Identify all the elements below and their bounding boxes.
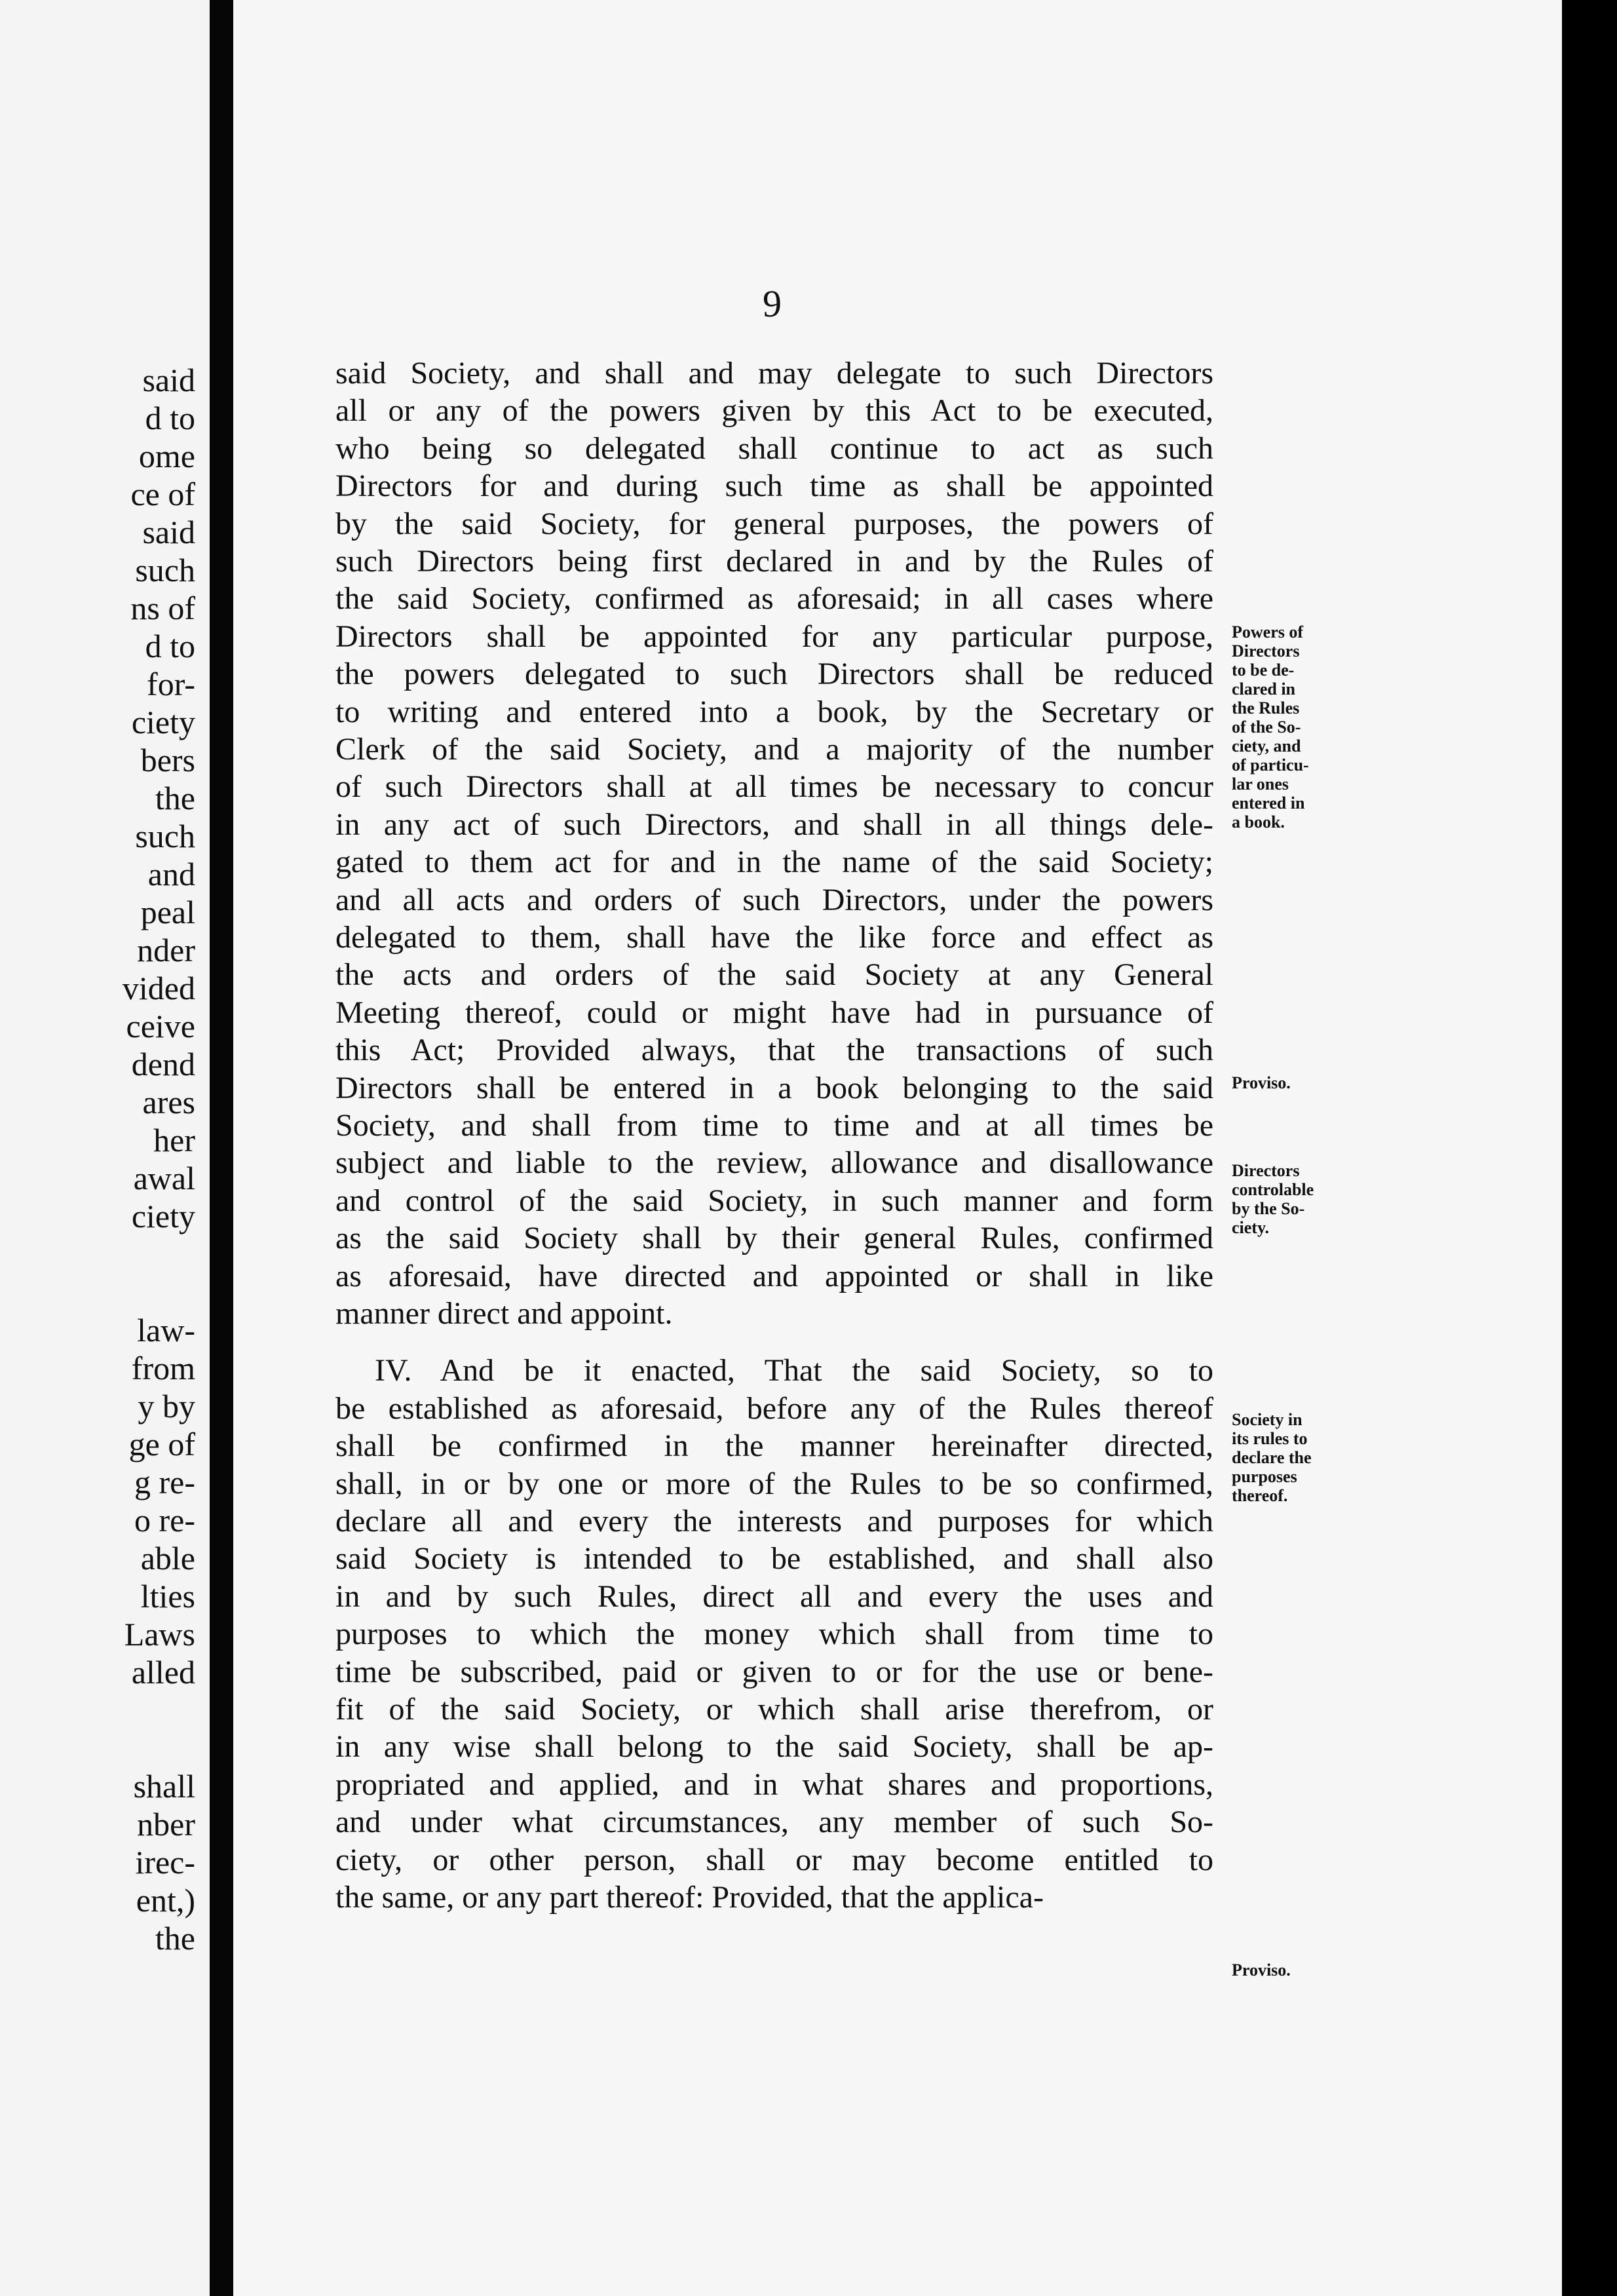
text-line: the acts and orders of the said Society at any General (335, 957, 1213, 993)
sidenote-line: its rules to (1232, 1429, 1308, 1448)
left-page-fragment (0, 0, 210, 2296)
book-gutter (210, 0, 233, 2296)
text-line: time be subscribed, paid or given to or for the use or bene- (335, 1654, 1213, 1689)
text-line: the said Society, confirmed as aforesaid; in all cases where (335, 581, 1213, 617)
text-line: to writing and entered into a book, by the Secretary or (335, 694, 1213, 729)
left-page-text-fragment: and (147, 856, 195, 892)
sidenote-line: Directors (1232, 1161, 1300, 1180)
left-page-text-fragment: vided (122, 970, 195, 1006)
left-page-text-fragment: alled (131, 1654, 195, 1691)
sidenote-line: to be de- (1232, 660, 1295, 679)
text-line: shall be confirmed in the manner hereinafter directed, (335, 1428, 1213, 1464)
text-line: Society, and shall from time to time and at all times be (335, 1108, 1213, 1143)
text-line: subject and liable to the review, allowance and disallowance (335, 1145, 1213, 1181)
sidenote-proviso-2 (1232, 1961, 1356, 1980)
sidenote-line: clared in (1232, 679, 1296, 698)
left-page-text-fragment: able (140, 1540, 195, 1577)
text-line: in any wise shall belong to the said Society, shall be ap- (335, 1729, 1213, 1765)
text-line: Directors shall be appointed for any particular purpose, (335, 619, 1213, 654)
sidenote-line: ciety. (1232, 1218, 1270, 1237)
text-line: declare all and every the interests and purposes for which (335, 1504, 1213, 1539)
sidenote-line: lar ones (1232, 775, 1289, 794)
left-page-text-fragment: ceive (126, 1008, 195, 1044)
text-line: Clerk of the said Society, and a majority of the number (335, 732, 1213, 767)
text-line: Directors shall be entered in a book belonging to the said (335, 1070, 1213, 1105)
sidenote-line: declare the (1232, 1448, 1312, 1467)
text-line: as the said Society shall by their general Rules, confirmed (335, 1221, 1213, 1256)
text-line: be established as aforesaid, before any of the Rules thereof (335, 1390, 1213, 1426)
sidenote-line: the Rules (1232, 698, 1300, 718)
left-page-text-fragment: awal (133, 1160, 195, 1196)
left-page-text-fragment: nber (137, 1806, 195, 1843)
text-line: and control of the said Society, in such manner and form (335, 1183, 1213, 1218)
text-line: said Society, and shall and may delegate to such Directors (335, 356, 1213, 391)
text-line: shall, in or by one or more of the Rules to be so confirmed, (335, 1466, 1213, 1501)
sidenote-line: Powers of (1232, 622, 1304, 641)
text-line: in and by such Rules, direct all and every the uses and (335, 1578, 1213, 1614)
text-line: IV. And be it enacted, That the said Society, so to (375, 1353, 1213, 1388)
left-page-text-fragment: dend (131, 1046, 195, 1082)
sidenote-powers-of-directors (1232, 622, 1356, 832)
text-line: and under what circumstances, any member of such So- (335, 1805, 1213, 1840)
sidenote-society-rules (1232, 1410, 1356, 1505)
page-number: 9 (763, 282, 782, 325)
text-line: the powers delegated to such Directors shall be reduced (335, 657, 1213, 692)
left-page-text-fragment: d to (145, 628, 195, 664)
text-line: purposes to which the money which shall from time to (335, 1617, 1213, 1652)
sidenote-line: entered in (1232, 794, 1305, 813)
sidenote-line: thereof. (1232, 1486, 1288, 1505)
text-line: as aforesaid, have directed and appointed or shall in like (335, 1258, 1213, 1293)
left-page-text-fragment: from (131, 1350, 195, 1387)
scan-border (1562, 0, 1617, 2296)
text-line: this Act; Provided always, that the transactions of such (335, 1033, 1213, 1068)
left-page-text-fragment: said (142, 514, 195, 550)
left-page-text-fragment: o re- (134, 1502, 195, 1539)
left-page-text-fragment: said (142, 362, 195, 398)
text-line: such Directors being first declared in and by the Rules of (335, 544, 1213, 579)
left-page-text-fragment: ge of (128, 1426, 195, 1463)
left-page-text-fragment: law- (137, 1312, 195, 1349)
text-line: delegated to them, shall have the like force and effect as (335, 920, 1213, 955)
sidenote-line: by the So- (1232, 1199, 1305, 1218)
text-line: Directors for and during such time as shall be appointed (335, 469, 1213, 504)
left-page-text-fragment: ciety (131, 1198, 195, 1234)
sidenote-line: of particu- (1232, 756, 1309, 775)
left-page-text-fragment: shall (133, 1768, 195, 1805)
text-line: of such Directors shall at all times be necessary to concur (335, 769, 1213, 805)
left-page-text-fragment: the (155, 780, 195, 816)
text-line: who being so delegated shall continue to act as such (335, 430, 1213, 466)
text-line: and all acts and orders of such Directors, under the powers (335, 882, 1213, 917)
text-line: manner direct and appoint. (335, 1296, 673, 1331)
sidenote-line: Society in (1232, 1410, 1303, 1429)
left-page-text-fragment: her (153, 1122, 195, 1158)
left-page-text-fragment: ent,) (136, 1882, 195, 1919)
text-line: Meeting thereof, could or might have had in pursuance of (335, 995, 1213, 1030)
sidenote-line: Directors (1232, 641, 1300, 660)
left-page-text-fragment: such (135, 818, 195, 854)
text-line: fit of the said Society, or which shall arise therefrom, or (335, 1692, 1213, 1727)
left-page-text-fragment: y by (138, 1388, 195, 1425)
text-line: gated to them act for and in the name of the said Society; (335, 845, 1213, 880)
left-page-text-fragment: ns of (130, 590, 195, 626)
left-page-text-fragment: ome (138, 438, 195, 474)
left-page-text-fragment: ce of (130, 476, 195, 512)
text-line: by the said Society, for general purposes, the powers of (335, 506, 1213, 541)
text-line: in any act of such Directors, and shall in all things dele- (335, 807, 1213, 842)
text-line: said Society is intended to be established, and shall also (335, 1541, 1213, 1577)
left-page-text-fragment: irec- (135, 1844, 195, 1881)
sidenote-proviso (1232, 1073, 1356, 1092)
sidenote-line: a book. (1232, 813, 1285, 832)
left-page-text-fragment: d to (145, 400, 195, 436)
left-page-text-fragment: lties (140, 1578, 195, 1615)
text-line: ciety, or other person, shall or may become entitled to (335, 1842, 1213, 1877)
sidenote-line: Proviso. (1232, 1961, 1291, 1980)
sidenote-line: ciety, and (1232, 737, 1301, 756)
sidenote-line: of the So- (1232, 718, 1301, 737)
left-page-text-fragment: ciety (131, 704, 195, 740)
left-page-text-fragment: ares (142, 1084, 195, 1120)
left-page-text-fragment: Laws (124, 1616, 195, 1653)
sidenote-line: controlable (1232, 1180, 1314, 1199)
left-page-text-fragment: g re- (134, 1464, 195, 1501)
left-page-text-fragment: nder (137, 932, 195, 968)
left-page-text-fragment: for- (147, 666, 195, 702)
left-page-text-fragment: peal (140, 894, 195, 930)
text-line: all or any of the powers given by this Act to be executed, (335, 393, 1213, 429)
left-page-text-fragment: bers (140, 742, 195, 778)
left-page-text-fragment: the (155, 1920, 195, 1957)
left-page-text-fragment: such (135, 552, 195, 588)
text-line: propriated and applied, and in what shares and proportions, (335, 1767, 1213, 1802)
sidenote-directors-controlable (1232, 1161, 1356, 1237)
text-line: the same, or any part thereof: Provided, that the applica- (335, 1880, 1044, 1915)
sidenote-line: Proviso. (1232, 1073, 1291, 1092)
sidenote-line: purposes (1232, 1467, 1297, 1486)
